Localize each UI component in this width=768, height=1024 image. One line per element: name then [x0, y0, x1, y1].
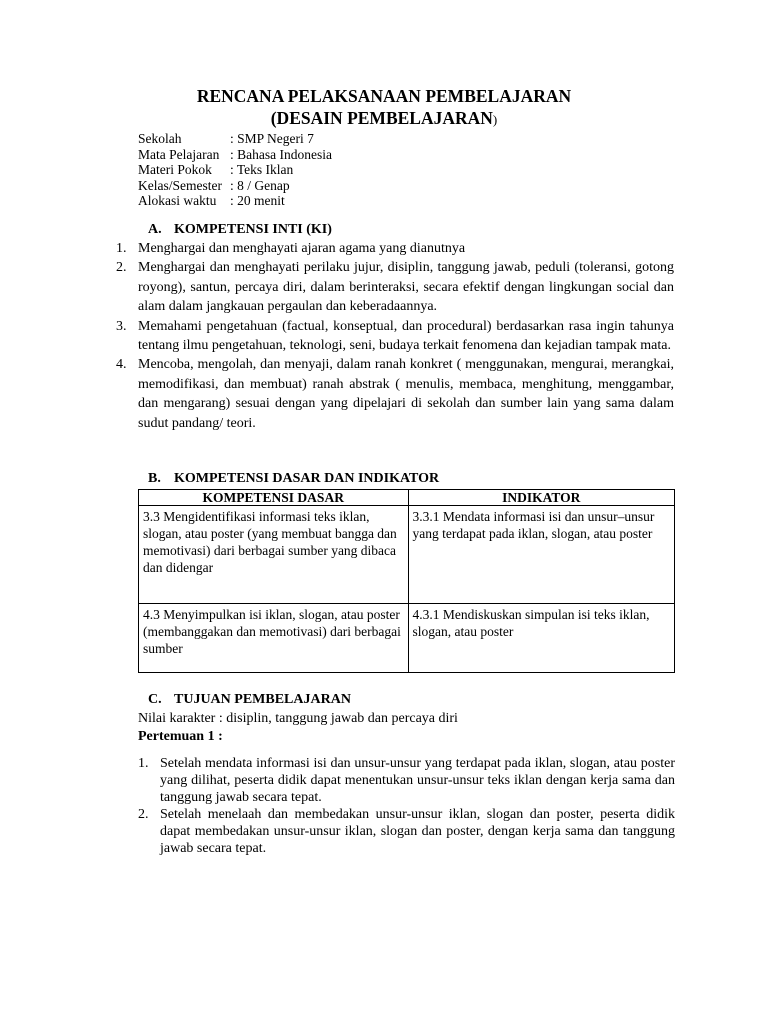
list-number: 1. [116, 241, 127, 256]
identity-label: Kelas/Semester [138, 177, 222, 193]
identity-label: Alokasi waktu [138, 193, 217, 208]
table-header-row [139, 490, 675, 506]
list-number: 1. [138, 756, 149, 771]
section-c-heading [148, 691, 351, 709]
identity-value: : Teks Iklan [230, 162, 294, 177]
table-header-cell: INDIKATOR [408, 490, 675, 506]
table-row [139, 604, 675, 673]
pertemuan-label: Pertemuan 1 : [138, 729, 223, 744]
list-text: Mencoba, mengolah, dan menyaji, dalam ranah konkret ( menggunakan, mengurai, merangkai, memodifikasi, dan membuat) ranah abstrak ( menulis, membaca, menghitung, menggambar, dan mengarang) sesuai dengan yang dipelajari di sekolah dan sumber lain yang sama dalam sudut pandang/ teori. [138, 357, 674, 431]
list-text: Menghargai dan menghayati ajaran agama yang dianutnya [138, 241, 466, 256]
kompetensi-inti-list [116, 239, 674, 433]
list-text: Menghargai dan menghayati perilaku jujur, disiplin, tanggung jawab, peduli (toleransi, gotong royong), santun, percaya diri, dalam berinteraksi, secara efektif dengan lingkungan social dan alam dalam jangkauan pergaulan dan keberadaannya. [138, 260, 674, 315]
table-cell: 3.3 Mengidentifikasi informasi teks iklan, slogan, atau poster (yang membuat bangga dan memotivasi) dari berbagai sumber yang dibaca dan didengar [139, 506, 409, 604]
table-row [139, 506, 675, 604]
section-a-heading [148, 221, 332, 239]
document-subtitle [0, 108, 768, 130]
identity-label: Mata Pelajaran [138, 146, 220, 162]
list-text: Setelah menelaah dan membedakan unsur-unsur iklan, slogan dan poster, peserta didik dapat membedakan unsur-unsur iklan, slogan dan poster, dengan kerja sama dan tanggung jawab secara tepat. [160, 807, 675, 856]
list-item [116, 239, 674, 258]
list-text: Memahami pengetahuan (factual, konseptual, dan procedural) berdasarkan rasa ingin tahunya tentang ilmu pengetahuan, teknologi, seni, budaya terkait fenomena dan kejadian tampak mata. [138, 318, 674, 354]
identity-value: : 8 / Genap [230, 177, 290, 193]
section-b-heading [148, 470, 439, 488]
identity-row-sekolah [138, 131, 332, 147]
list-item [138, 806, 675, 857]
table-cell: 4.3.1 Mendiskuskan simpulan isi teks iklan, slogan, atau poster [408, 604, 675, 673]
list-item [138, 755, 675, 806]
tujuan-list [138, 755, 675, 857]
list-number: 2. [116, 260, 127, 276]
list-number: 4. [116, 357, 127, 373]
list-item [116, 317, 674, 356]
table-cell: 3.3.1 Mendata informasi isi dan unsur–unsur yang terdapat pada iklan, slogan, atau poster [408, 506, 675, 604]
identity-row-mata-pelajaran [138, 147, 332, 163]
nilai-karakter: Nilai karakter : disiplin, tanggung jawab dan percaya diri [138, 711, 458, 726]
identity-value: : SMP Negeri 7 [230, 131, 314, 146]
list-text: Setelah mendata informasi isi dan unsur-unsur yang terdapat pada iklan, slogan, atau poster yang dilihat, peserta didik dapat menentukan unsur-unsur teks iklan dengan kerja sama dan tanggung jawab secara tepat. [160, 756, 675, 805]
subtitle-close-paren: ) [492, 112, 498, 127]
identity-block [138, 131, 332, 209]
section-title: KOMPETENSI DASAR DAN INDIKATOR [174, 471, 440, 486]
table-header-cell: KOMPETENSI DASAR [139, 490, 409, 506]
table-cell: 4.3 Menyimpulkan isi iklan, slogan, atau poster (membanggakan dan memotivasi) dari berbagai sumber [139, 604, 409, 673]
list-number: 3. [116, 318, 127, 334]
identity-row-kelas-semester [138, 178, 332, 194]
identity-row-alokasi-waktu [138, 193, 332, 209]
section-title: KOMPETENSI INTI (KI) [174, 222, 332, 237]
section-title: TUJUAN PEMBELAJARAN [174, 692, 351, 707]
identity-label: Sekolah [138, 131, 182, 146]
identity-row-materi-pokok [138, 162, 332, 178]
list-item [116, 258, 674, 316]
kompetensi-table [138, 489, 675, 673]
identity-value: : Bahasa Indonesia [230, 146, 332, 162]
list-number: 2. [138, 807, 149, 822]
section-letter: B. [148, 471, 161, 486]
document-title: RENCANA PELAKSANAAN PEMBELAJARAN [196, 86, 572, 106]
section-letter: C. [148, 692, 162, 707]
list-item [116, 355, 674, 433]
identity-label: Materi Pokok [138, 162, 212, 177]
identity-value: : 20 menit [230, 193, 285, 208]
section-letter: A. [148, 222, 162, 237]
subtitle-text: (DESAIN PEMBELAJARAN [270, 108, 493, 128]
